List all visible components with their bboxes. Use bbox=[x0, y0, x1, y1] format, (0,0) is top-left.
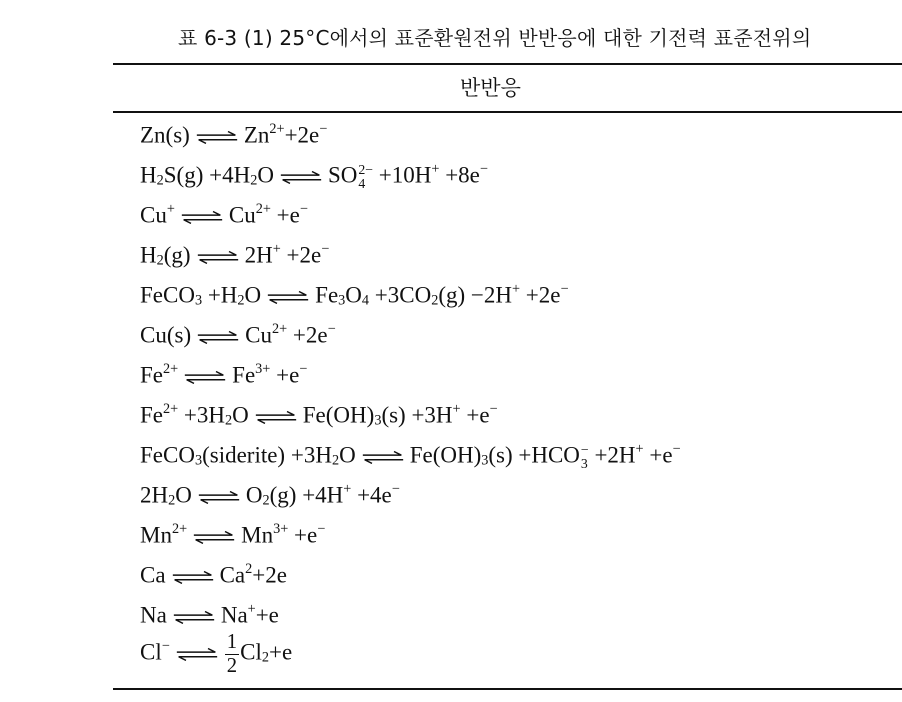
equilibrium-arrow-icon bbox=[196, 330, 240, 344]
equilibrium-arrow-icon bbox=[175, 647, 219, 661]
table-bottom-rule bbox=[113, 688, 902, 690]
reaction-row: Cu+ $Cu^{2+} +e^-$ bbox=[140, 201, 308, 228]
equilibrium-arrow-icon bbox=[171, 570, 215, 584]
equilibrium-arrow-icon bbox=[196, 250, 240, 264]
reaction-row: $Fe^{2+} +3H_2O$ $Fe(OH)_3(s) +3H^+ +e^-$ bbox=[140, 401, 498, 429]
equilibrium-arrow-icon bbox=[192, 530, 236, 544]
reaction-row: FeCO$_3$(siderite) $+3H_2O$ $Fe(OH)_3(s) +HCO$ − 3 +2H+ +e− bbox=[140, 441, 681, 471]
table-top-rule bbox=[113, 63, 902, 65]
reaction-row: $H_2S(g) +4H_2O$ SO 2− 4 +10H+ +8e− bbox=[140, 161, 488, 191]
equilibrium-arrow-icon bbox=[197, 490, 241, 504]
fraction-one-half: $\frac{1}{2}$ bbox=[226, 631, 238, 677]
reaction-row: $H_2(g)$ 2H+ +2e− bbox=[140, 241, 330, 269]
reaction-row: Na Na++e bbox=[140, 601, 279, 628]
reaction-row: Cl− $\frac{1}{2}$ $Cl_2+e$ bbox=[140, 631, 293, 677]
reaction-row: $2H_2O$ $O_2(g) +4H^+ +4e^-$ bbox=[140, 481, 400, 509]
equilibrium-arrow-icon bbox=[180, 210, 224, 224]
table-caption: 표 6-3 (1) 25°C에서의 표준환원전위 반반응에 대한 기전력 표준전위의 bbox=[178, 26, 812, 50]
equilibrium-arrow-icon bbox=[279, 170, 323, 184]
equilibrium-arrow-icon bbox=[195, 130, 239, 144]
column-header: 반반응 bbox=[460, 76, 521, 100]
equilibrium-arrow-icon bbox=[254, 410, 298, 424]
reaction-row: Cu(s) $Cu^{2+} +2e^-$ bbox=[140, 321, 336, 348]
equilibrium-arrow-icon bbox=[183, 370, 227, 384]
table-header-rule bbox=[113, 111, 902, 113]
reaction-row: $Mn^{2+}$ $Mn^{3+} +e^-$ bbox=[140, 521, 326, 548]
reaction-row: FeCO$_3$ $+H_2O$ $Fe_3O_4 +3CO_2(g) -2H^+ +2e^-$ bbox=[140, 281, 569, 309]
reaction-row: Ca $Ca^2+2e$ bbox=[140, 561, 287, 588]
equilibrium-arrow-icon bbox=[172, 610, 216, 624]
reaction-row: Zn(s) $Zn^{2+}+2e^-$ bbox=[140, 121, 328, 148]
equilibrium-arrow-icon bbox=[361, 450, 405, 464]
equilibrium-arrow-icon bbox=[266, 290, 310, 304]
reaction-row: $Fe^{2+}$ $Fe^{3+} +e^-$ bbox=[140, 361, 308, 388]
